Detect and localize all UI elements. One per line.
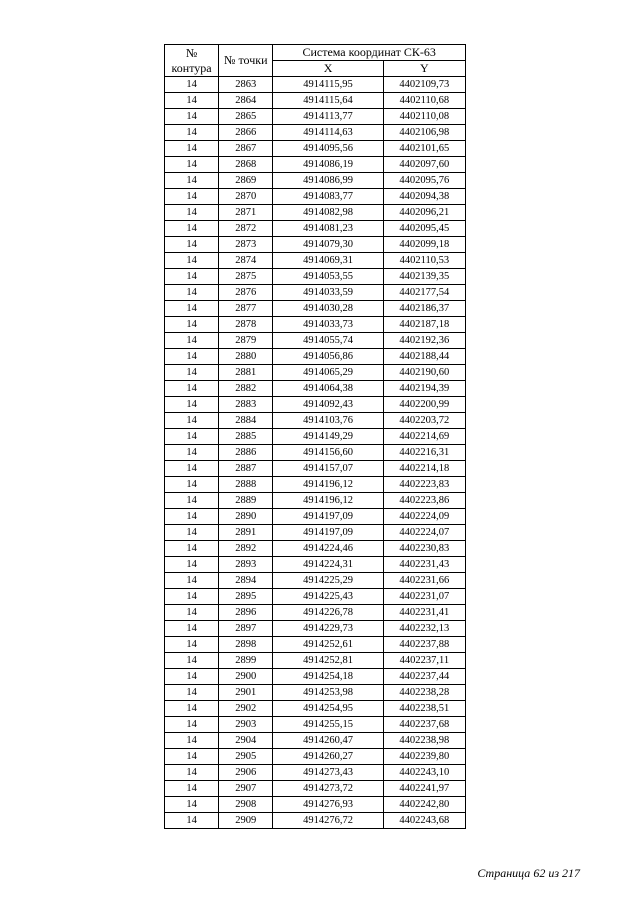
- cell-point: 2903: [219, 717, 273, 733]
- cell-point: 2895: [219, 589, 273, 605]
- cell-point: 2887: [219, 461, 273, 477]
- table-body: [165, 77, 466, 829]
- cell-y: 4402231,66: [383, 573, 465, 589]
- table-row: [165, 253, 466, 269]
- cell-x: 4914254,18: [273, 669, 383, 685]
- cell-contour: 14: [165, 317, 219, 333]
- cell-x: 4914056,86: [273, 349, 383, 365]
- cell-contour: 14: [165, 637, 219, 653]
- cell-contour: 14: [165, 365, 219, 381]
- cell-y: 4402094,38: [383, 189, 465, 205]
- cell-contour: 14: [165, 77, 219, 93]
- cell-contour: 14: [165, 749, 219, 765]
- cell-point: 2867: [219, 141, 273, 157]
- cell-point: 2884: [219, 413, 273, 429]
- cell-x: 4914252,61: [273, 637, 383, 653]
- cell-y: 4402231,43: [383, 557, 465, 573]
- cell-contour: 14: [165, 589, 219, 605]
- table-row: [165, 333, 466, 349]
- cell-y: 4402237,68: [383, 717, 465, 733]
- cell-point: 2906: [219, 765, 273, 781]
- cell-x: 4914055,74: [273, 333, 383, 349]
- page-footer: [477, 866, 580, 881]
- table-row: [165, 589, 466, 605]
- cell-point: 2900: [219, 669, 273, 685]
- header-row-top: [165, 45, 466, 61]
- table-row: [165, 637, 466, 653]
- cell-point: 2889: [219, 493, 273, 509]
- cell-x: 4914196,12: [273, 477, 383, 493]
- cell-contour: 14: [165, 157, 219, 173]
- cell-x: 4914069,31: [273, 253, 383, 269]
- header-contour-number: [165, 45, 219, 77]
- cell-x: 4914114,63: [273, 125, 383, 141]
- cell-x: 4914082,98: [273, 205, 383, 221]
- cell-point: 2880: [219, 349, 273, 365]
- cell-point: 2896: [219, 605, 273, 621]
- table-row: [165, 669, 466, 685]
- table-row: [165, 157, 466, 173]
- cell-contour: 14: [165, 253, 219, 269]
- cell-contour: 14: [165, 397, 219, 413]
- cell-y: 4402231,41: [383, 605, 465, 621]
- cell-x: 4914081,23: [273, 221, 383, 237]
- cell-y: 4402243,68: [383, 813, 465, 829]
- table-row: [165, 541, 466, 557]
- table-row: [165, 381, 466, 397]
- cell-x: 4914197,09: [273, 509, 383, 525]
- cell-contour: 14: [165, 381, 219, 397]
- cell-contour: 14: [165, 605, 219, 621]
- cell-y: 4402106,98: [383, 125, 465, 141]
- cell-y: 4402223,86: [383, 493, 465, 509]
- coordinates-table: [164, 44, 466, 829]
- cell-x: 4914115,95: [273, 77, 383, 93]
- header-x: X: [273, 61, 383, 77]
- cell-contour: 14: [165, 733, 219, 749]
- cell-x: 4914030,28: [273, 301, 383, 317]
- cell-y: 4402230,83: [383, 541, 465, 557]
- cell-point: 2871: [219, 205, 273, 221]
- table-row: [165, 301, 466, 317]
- header-point-number: № точки: [219, 45, 273, 77]
- table-row: [165, 429, 466, 445]
- cell-x: 4914156,60: [273, 445, 383, 461]
- cell-contour: 14: [165, 669, 219, 685]
- cell-contour: 14: [165, 429, 219, 445]
- cell-x: 4914273,72: [273, 781, 383, 797]
- cell-contour: 14: [165, 445, 219, 461]
- cell-contour: 14: [165, 525, 219, 541]
- table-row: [165, 269, 466, 285]
- cell-y: 4402237,11: [383, 653, 465, 669]
- cell-contour: 14: [165, 141, 219, 157]
- cell-x: 4914224,46: [273, 541, 383, 557]
- cell-contour: 14: [165, 813, 219, 829]
- header-y: Y: [383, 61, 465, 77]
- cell-point: 2901: [219, 685, 273, 701]
- cell-point: 2873: [219, 237, 273, 253]
- table-row: [165, 109, 466, 125]
- cell-x: 4914064,38: [273, 381, 383, 397]
- cell-point: 2870: [219, 189, 273, 205]
- cell-x: 4914224,31: [273, 557, 383, 573]
- table-row: [165, 573, 466, 589]
- cell-contour: 14: [165, 621, 219, 637]
- cell-contour: 14: [165, 349, 219, 365]
- table-row: [165, 285, 466, 301]
- cell-y: 4402110,53: [383, 253, 465, 269]
- cell-y: 4402139,35: [383, 269, 465, 285]
- cell-contour: 14: [165, 685, 219, 701]
- cell-point: 2866: [219, 125, 273, 141]
- cell-point: 2907: [219, 781, 273, 797]
- cell-y: 4402194,39: [383, 381, 465, 397]
- cell-x: 4914103,76: [273, 413, 383, 429]
- cell-point: 2877: [219, 301, 273, 317]
- page-current-number: 62: [533, 866, 546, 880]
- cell-point: 2891: [219, 525, 273, 541]
- table-row: [165, 797, 466, 813]
- cell-contour: 14: [165, 557, 219, 573]
- cell-y: 4402099,18: [383, 237, 465, 253]
- cell-contour: 14: [165, 541, 219, 557]
- table-row: [165, 365, 466, 381]
- cell-y: 4402101,65: [383, 141, 465, 157]
- cell-x: 4914276,93: [273, 797, 383, 813]
- cell-contour: 14: [165, 413, 219, 429]
- cell-x: 4914033,59: [273, 285, 383, 301]
- cell-point: 2863: [219, 77, 273, 93]
- header-coordinate-system: Система координат СК-63: [273, 45, 466, 61]
- cell-point: 2883: [219, 397, 273, 413]
- cell-y: 4402110,68: [383, 93, 465, 109]
- cell-point: 2904: [219, 733, 273, 749]
- cell-y: 4402223,83: [383, 477, 465, 493]
- cell-point: 2865: [219, 109, 273, 125]
- cell-y: 4402224,07: [383, 525, 465, 541]
- table-row: [165, 749, 466, 765]
- cell-point: 2881: [219, 365, 273, 381]
- cell-contour: 14: [165, 173, 219, 189]
- cell-contour: 14: [165, 333, 219, 349]
- cell-x: 4914225,29: [273, 573, 383, 589]
- cell-x: 4914260,27: [273, 749, 383, 765]
- cell-contour: 14: [165, 573, 219, 589]
- cell-x: 4914197,09: [273, 525, 383, 541]
- cell-point: 2898: [219, 637, 273, 653]
- cell-x: 4914225,43: [273, 589, 383, 605]
- cell-x: 4914253,98: [273, 685, 383, 701]
- cell-x: 4914115,64: [273, 93, 383, 109]
- cell-contour: 14: [165, 797, 219, 813]
- cell-contour: 14: [165, 509, 219, 525]
- cell-point: 2869: [219, 173, 273, 189]
- cell-y: 4402190,60: [383, 365, 465, 381]
- cell-point: 2878: [219, 317, 273, 333]
- table-row: [165, 445, 466, 461]
- table-row: [165, 557, 466, 573]
- cell-contour: 14: [165, 189, 219, 205]
- cell-y: 4402095,45: [383, 221, 465, 237]
- header-contour-line2: контура: [171, 60, 212, 75]
- table-row: [165, 685, 466, 701]
- cell-x: 4914079,30: [273, 237, 383, 253]
- cell-point: 2908: [219, 797, 273, 813]
- page-total-number: 217: [562, 866, 580, 880]
- cell-point: 2905: [219, 749, 273, 765]
- cell-y: 4402097,60: [383, 157, 465, 173]
- cell-contour: 14: [165, 493, 219, 509]
- cell-x: 4914255,15: [273, 717, 383, 733]
- cell-contour: 14: [165, 205, 219, 221]
- page-label: Страница: [477, 866, 531, 880]
- cell-contour: 14: [165, 781, 219, 797]
- cell-y: 4402095,76: [383, 173, 465, 189]
- cell-contour: 14: [165, 701, 219, 717]
- header-contour-line1: №: [185, 45, 198, 60]
- table-row: [165, 77, 466, 93]
- cell-x: 4914092,43: [273, 397, 383, 413]
- table-row: [165, 141, 466, 157]
- table-row: [165, 525, 466, 541]
- cell-point: 2890: [219, 509, 273, 525]
- cell-x: 4914065,29: [273, 365, 383, 381]
- cell-contour: 14: [165, 765, 219, 781]
- table-row: [165, 205, 466, 221]
- cell-contour: 14: [165, 653, 219, 669]
- cell-point: 2893: [219, 557, 273, 573]
- table-row: [165, 493, 466, 509]
- cell-x: 4914086,99: [273, 173, 383, 189]
- cell-point: 2902: [219, 701, 273, 717]
- cell-contour: 14: [165, 125, 219, 141]
- cell-point: 2888: [219, 477, 273, 493]
- table-row: [165, 397, 466, 413]
- table-row: [165, 317, 466, 333]
- table-row: [165, 413, 466, 429]
- cell-point: 2879: [219, 333, 273, 349]
- cell-contour: 14: [165, 221, 219, 237]
- cell-contour: 14: [165, 477, 219, 493]
- cell-contour: 14: [165, 237, 219, 253]
- cell-y: 4402188,44: [383, 349, 465, 365]
- cell-point: 2876: [219, 285, 273, 301]
- cell-x: 4914229,73: [273, 621, 383, 637]
- cell-contour: 14: [165, 109, 219, 125]
- table-row: [165, 701, 466, 717]
- cell-contour: 14: [165, 461, 219, 477]
- table-row: [165, 125, 466, 141]
- cell-y: 4402192,36: [383, 333, 465, 349]
- cell-point: 2882: [219, 381, 273, 397]
- cell-x: 4914086,19: [273, 157, 383, 173]
- table-row: [165, 813, 466, 829]
- cell-x: 4914095,56: [273, 141, 383, 157]
- cell-y: 4402237,88: [383, 637, 465, 653]
- table-row: [165, 653, 466, 669]
- table-row: [165, 605, 466, 621]
- cell-y: 4402224,09: [383, 509, 465, 525]
- cell-point: 2897: [219, 621, 273, 637]
- cell-y: 4402242,80: [383, 797, 465, 813]
- cell-contour: 14: [165, 285, 219, 301]
- cell-x: 4914254,95: [273, 701, 383, 717]
- cell-contour: 14: [165, 93, 219, 109]
- table-row: [165, 349, 466, 365]
- cell-x: 4914226,78: [273, 605, 383, 621]
- table-row: [165, 173, 466, 189]
- cell-y: 4402187,18: [383, 317, 465, 333]
- cell-x: 4914273,43: [273, 765, 383, 781]
- cell-point: 2885: [219, 429, 273, 445]
- cell-point: 2892: [219, 541, 273, 557]
- cell-y: 4402237,44: [383, 669, 465, 685]
- cell-y: 4402243,10: [383, 765, 465, 781]
- cell-y: 4402109,73: [383, 77, 465, 93]
- cell-y: 4402214,69: [383, 429, 465, 445]
- table-row: [165, 221, 466, 237]
- table-row: [165, 477, 466, 493]
- cell-y: 4402214,18: [383, 461, 465, 477]
- cell-point: 2894: [219, 573, 273, 589]
- cell-point: 2864: [219, 93, 273, 109]
- cell-y: 4402110,08: [383, 109, 465, 125]
- table-row: [165, 621, 466, 637]
- table-row: [165, 509, 466, 525]
- table-row: [165, 765, 466, 781]
- page-of-label: из: [548, 866, 559, 880]
- table-row: [165, 237, 466, 253]
- cell-y: 4402241,97: [383, 781, 465, 797]
- cell-y: 4402238,28: [383, 685, 465, 701]
- cell-contour: 14: [165, 301, 219, 317]
- cell-x: 4914252,81: [273, 653, 383, 669]
- table-row: [165, 189, 466, 205]
- table-row: [165, 781, 466, 797]
- cell-y: 4402200,99: [383, 397, 465, 413]
- cell-x: 4914157,07: [273, 461, 383, 477]
- cell-point: 2886: [219, 445, 273, 461]
- cell-point: 2875: [219, 269, 273, 285]
- cell-x: 4914196,12: [273, 493, 383, 509]
- cell-x: 4914276,72: [273, 813, 383, 829]
- cell-y: 4402216,31: [383, 445, 465, 461]
- table-header: [165, 45, 466, 77]
- cell-y: 4402231,07: [383, 589, 465, 605]
- cell-point: 2909: [219, 813, 273, 829]
- cell-point: 2899: [219, 653, 273, 669]
- cell-y: 4402239,80: [383, 749, 465, 765]
- table-row: [165, 93, 466, 109]
- cell-y: 4402186,37: [383, 301, 465, 317]
- cell-y: 4402177,54: [383, 285, 465, 301]
- cell-contour: 14: [165, 717, 219, 733]
- table-row: [165, 717, 466, 733]
- cell-y: 4402203,72: [383, 413, 465, 429]
- cell-x: 4914083,77: [273, 189, 383, 205]
- cell-x: 4914053,55: [273, 269, 383, 285]
- cell-point: 2874: [219, 253, 273, 269]
- table-row: [165, 733, 466, 749]
- cell-y: 4402232,13: [383, 621, 465, 637]
- cell-y: 4402238,98: [383, 733, 465, 749]
- cell-x: 4914033,73: [273, 317, 383, 333]
- table-row: [165, 461, 466, 477]
- cell-point: 2872: [219, 221, 273, 237]
- cell-x: 4914113,77: [273, 109, 383, 125]
- cell-contour: 14: [165, 269, 219, 285]
- cell-y: 4402238,51: [383, 701, 465, 717]
- cell-y: 4402096,21: [383, 205, 465, 221]
- cell-point: 2868: [219, 157, 273, 173]
- cell-x: 4914260,47: [273, 733, 383, 749]
- cell-x: 4914149,29: [273, 429, 383, 445]
